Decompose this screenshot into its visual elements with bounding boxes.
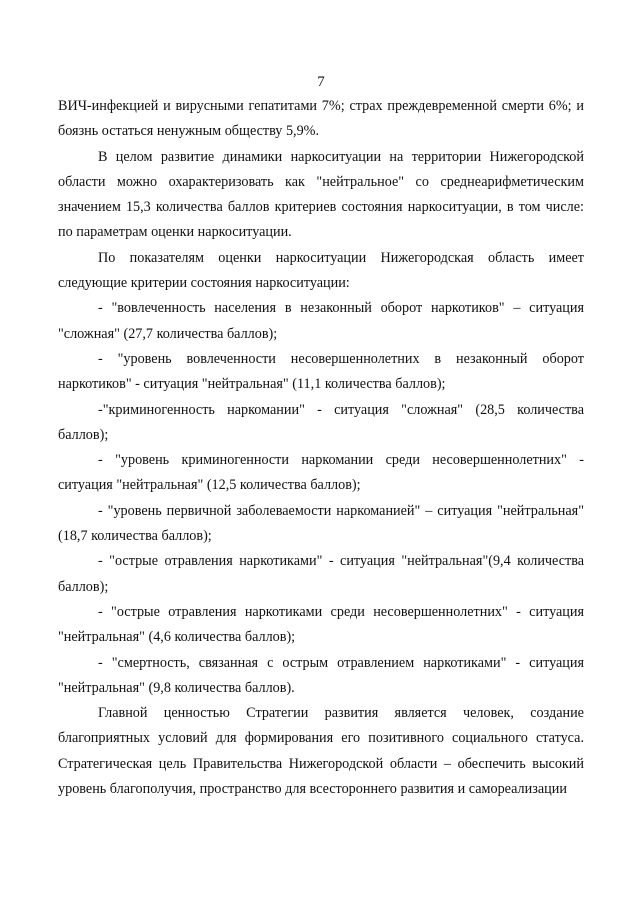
document-page: [58, 72, 584, 802]
list-item-criterion: -"криминогенность наркомании" - ситуация "сложная" (28,5 количества баллов);: [58, 401, 584, 443]
list-item-criterion: - "острые отравления наркотиками" - ситуация "нейтральная"(9,4 количества баллов);: [58, 553, 584, 595]
list-item-criterion: - "уровень вовлеченности несовершеннолетних в незаконный оборот наркотиков" - ситуация "нейтральная" (11,1 количества баллов);: [58, 350, 584, 393]
paragraph-continuation: ВИЧ-инфекцией и вирусными гепатитами 7%; страх преждевременной смерти 6%; и боязнь остаться ненужным обществу 5,9%.: [58, 98, 584, 140]
list-item-criterion: - "уровень криминогенности наркомании среди несовершеннолетних" - ситуация "нейтральная" (12,5 количества баллов);: [58, 452, 584, 494]
paragraph-strategy-goal: Главной ценностью Стратегии развития является человек, создание благоприятных условий для формирования его позитивного социального статуса. Стратегическая цель Правительства Нижегородской области – обеспечить высокий уровень благополучия, пространство для всестороннего развития и самореализации: [58, 705, 584, 798]
paragraph-criteria-intro: По показателям оценки наркоситуации Нижегородская область имеет следующие критерии состояния наркоситуации:: [58, 249, 584, 292]
list-item-criterion: - "острые отравления наркотиками среди несовершеннолетних" - ситуация "нейтральная" (4,6 количества баллов);: [58, 603, 584, 646]
list-item-criterion: - "уровень первичной заболеваемости наркоманией" – ситуация "нейтральная" (18,7 количества баллов);: [58, 502, 584, 545]
paragraph-summary: В целом развитие динамики наркоситуации на территории Нижегородской области можно охарактеризовать как "нейтральное" со среднеарифметическим значением 15,3 количества баллов критериев состояния наркоситуации, в том числе: по параметрам оценки наркоситуации.: [58, 148, 584, 241]
list-item-criterion: - "смертность, связанная с острым отравлением наркотиками" - ситуация "нейтральная" (9,8 количества баллов).: [58, 654, 584, 696]
list-item-criterion: - "вовлеченность населения в незаконный оборот наркотиков" – ситуация "сложная" (27,7 количества баллов);: [58, 300, 584, 342]
page-number: 7: [317, 74, 325, 90]
